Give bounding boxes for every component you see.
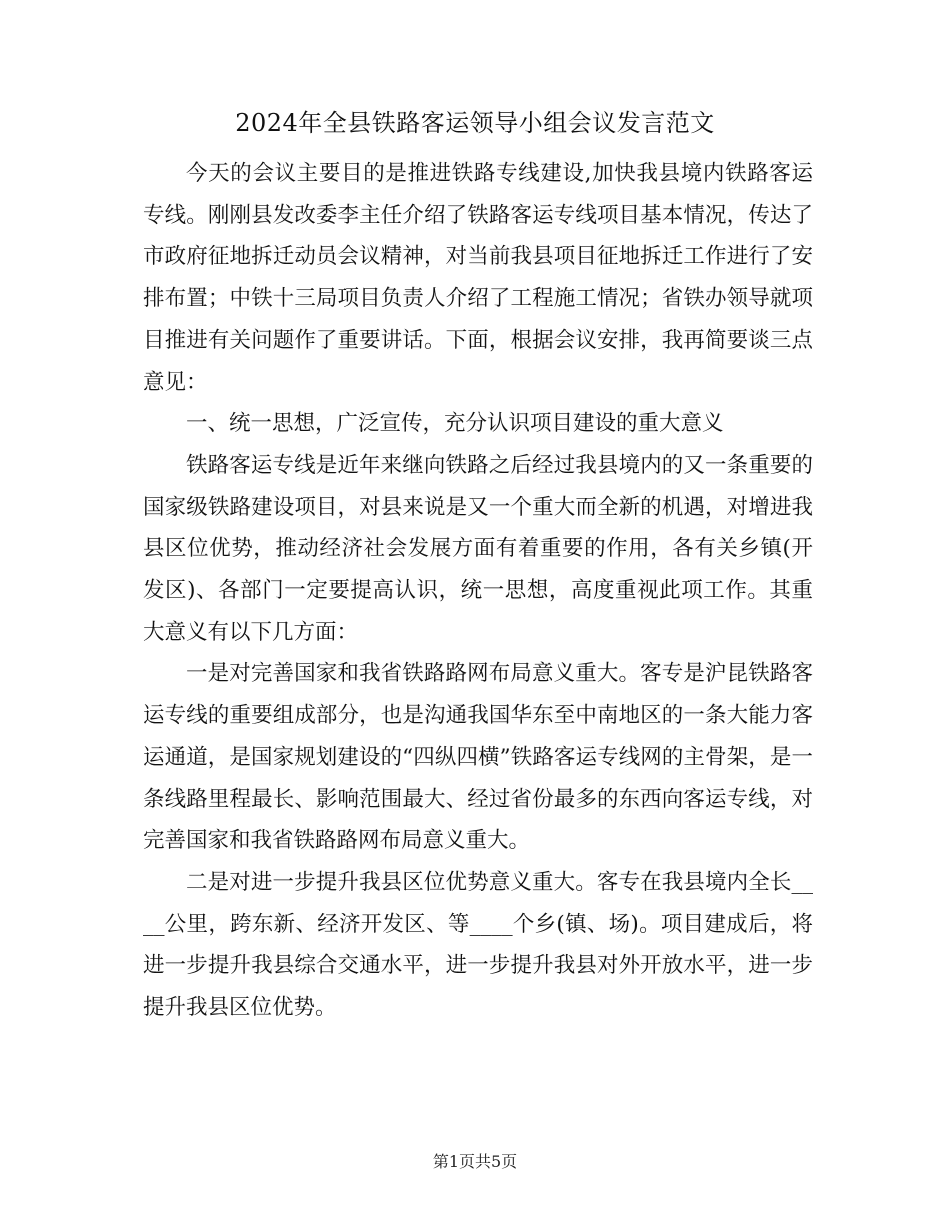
paragraph-significance: 铁路客运专线是近年来继向铁路之后经过我县境内的又一条重要的国家级铁路建设项目，对县来说是又一个重大而全新的机遇，对增进我县区位优势，推动经济社会发展方面有着重要的作用，各有关乡镇(开发区)、各部门一定要提高认识，统一思想，高度重视此项工作。其重大意义有以下几方面： [143, 452, 813, 645]
paragraph-intro: 今天的会议主要目的是推进铁路专线建设,加快我县境内铁路客运专线。刚刚县发改委李主任介绍了铁路客运专线项目基本情况，传达了市政府征地拆迁动员会议精神，对当前我县项目征地拆迁工作进行了安排布置；中铁十三局项目负责人介绍了工程施工情况；省铁办领导就项目推进有关问题作了重要讲话。下面，根据会议安排，我再简要谈三点意见： [143, 161, 813, 395]
document-title: 2024年全县铁路客运领导小组会议发言范文 [235, 109, 715, 137]
paragraph-point-1: 一是对完善国家和我省铁路路网布局意义重大。客专是沪昆铁路客运专线的重要组成部分，也是沟通我国华东至中南地区的一条大能力客运通道，是国家规划建设的“四纵四横”铁路客运专线网的主骨架，是一条线路里程最长、影响范围最大、经过省份最多的东西向客运专线，对完善国家和我省铁路路网布局意义重大。 [143, 661, 813, 854]
section-heading-1: 一、统一思想，广泛宣传，充分认识项目建设的重大意义 [186, 411, 724, 437]
document-body [143, 153, 813, 1029]
page-number-footer: 第1页共5页 [432, 1152, 518, 1171]
paragraph-point-2: 二是对进一步提升我县区位优势意义重大。客专在我县境内全长____公里，跨东新、经济开发区、等____个乡(镇、场)。项目建成后，将进一步提升我县综合交通水平，进一步提升我县对外开放水平，进一步提升我县区位优势。 [143, 869, 813, 1021]
